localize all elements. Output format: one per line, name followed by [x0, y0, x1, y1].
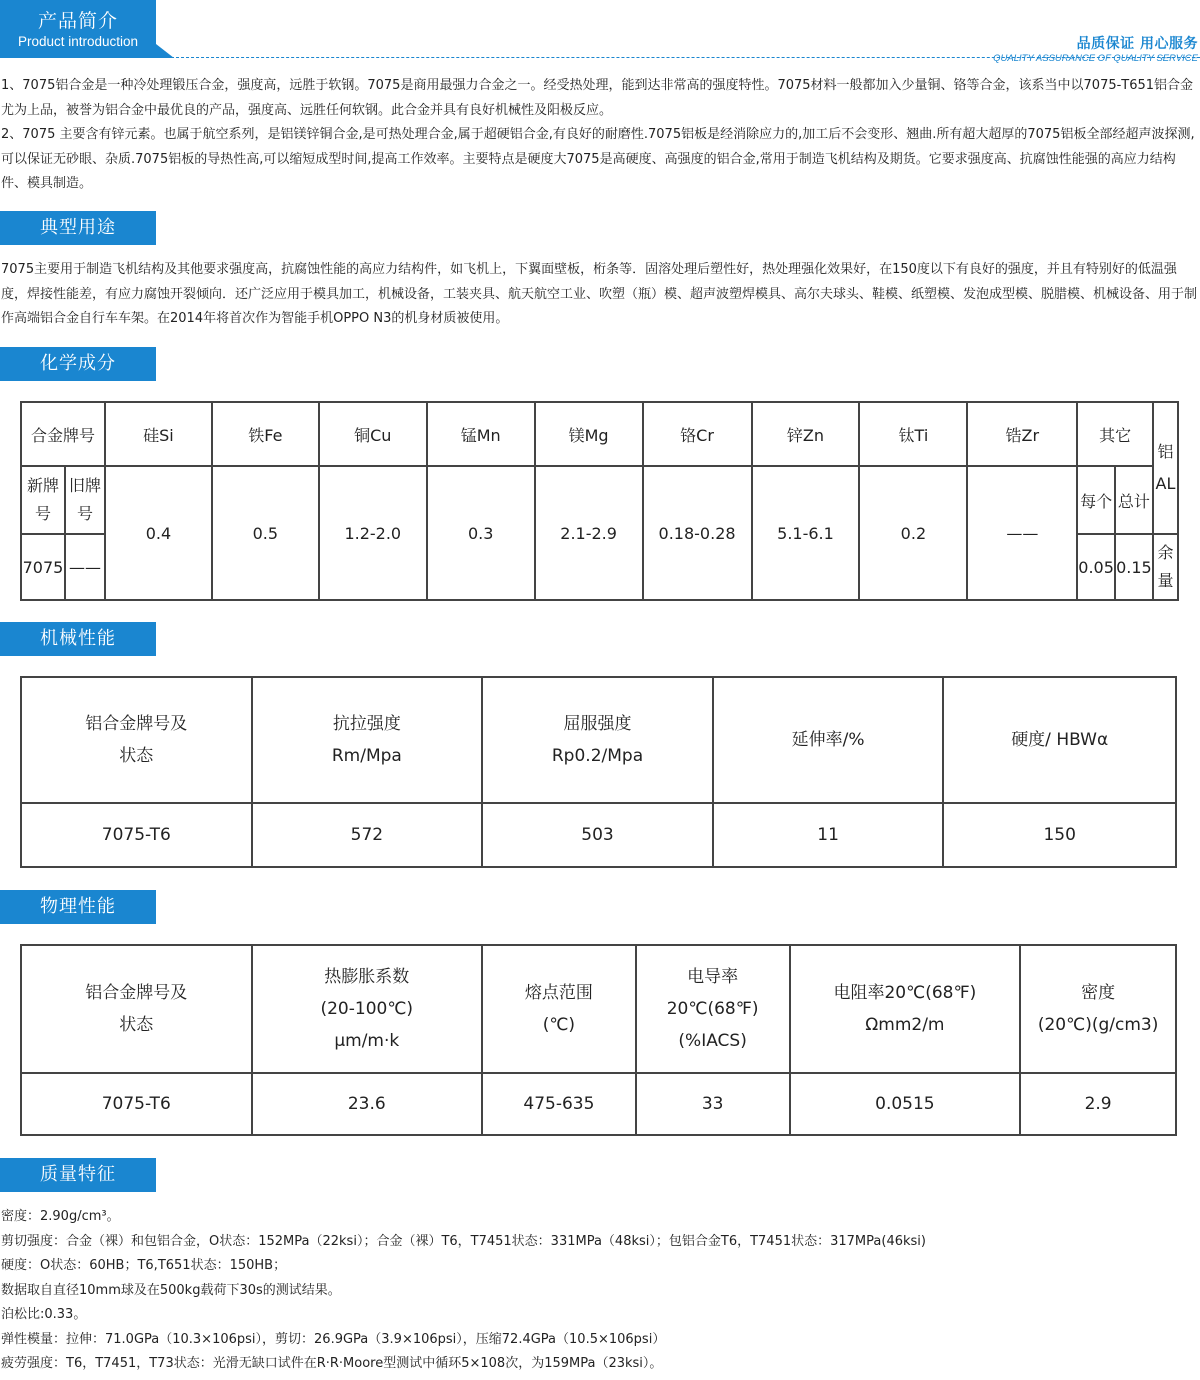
element-header: 铜Cu [319, 402, 427, 466]
element-value: 2.1-2.9 [535, 466, 643, 600]
phys-header-melting-line2: (℃) [542, 1015, 576, 1035]
phys-header-density-line1: 密度 [1081, 983, 1116, 1003]
total-header: 总计 [1115, 466, 1153, 534]
mech-header-elongation: 延伸率/% [713, 677, 944, 803]
phys-header-conductivity-line1: 电导率 [687, 967, 739, 987]
old-grade-header: 旧牌号 [65, 466, 105, 534]
phys-cell: 2.9 [1020, 1073, 1176, 1135]
quality-list [0, 1205, 1200, 1377]
aluminum-balance [1153, 534, 1178, 600]
aluminum-balance-1: 余 [1157, 543, 1174, 562]
list-item: 剪切强度：合金（裸）和包铝合金，O状态：152MPa（22ksi）；合金（裸）T6，T7451状态：331MPa（48ksi）；包铝合金T6，T7451状态：317MPa(46ksi) [1, 1233, 926, 1249]
intro-section [0, 74, 1200, 197]
element-value: —— [967, 466, 1077, 600]
page-header [0, 0, 1200, 62]
each-value: 0.05 [1077, 534, 1115, 600]
aluminum-balance-2: 量 [1157, 571, 1174, 590]
phys-header-resistivity-line1: 电阻率20℃(68℉) [833, 983, 977, 1003]
intro-paragraph-1: 1、7075铝合金是一种冷处理锻压合金，强度高，远胜于软钢。7075是商用最强力合金之一。经受热处理，能到达非常高的强度特性。7075材料一般都加入少量铜、铬等合金，该系当中以7075-T651铝合金尤为上品，被誉为铝合金中最优良的产品，强度高、远胜任何软钢。此合金并具有良好机械性及阳极反应。 [1, 78, 1194, 118]
mech-cell: 11 [713, 803, 944, 867]
element-header: 镁Mg [535, 402, 643, 466]
phys-cell: 33 [636, 1073, 790, 1135]
element-header: 铬Cr [643, 402, 752, 466]
table-row [21, 1073, 1176, 1135]
element-value: 0.18-0.28 [643, 466, 752, 600]
mech-header-tensile-line2: Rm/Mpa [331, 746, 402, 766]
element-header: 硅Si [105, 402, 212, 466]
tab-arrow-decoration [156, 44, 174, 58]
aluminum-header-zh: 铝 [1157, 442, 1174, 461]
phys-header-grade [21, 945, 252, 1073]
element-header: 锆Zr [967, 402, 1077, 466]
old-grade-value: —— [65, 534, 105, 600]
slogan-en: QUALITY ASSURANCE OF QUALITY SERVICE [993, 53, 1198, 64]
phys-header-expansion-line3: μm/m·k [334, 1031, 400, 1051]
element-value: 1.2-2.0 [319, 466, 427, 600]
chemistry-table [20, 401, 1179, 601]
phys-header-resistivity-line2: Ωmm2/m [865, 1015, 945, 1035]
intro-tab-subtitle: Product introduction [17, 34, 139, 49]
slogan [993, 33, 1198, 65]
list-item: 疲劳强度：T6，T7451，T73状态：光滑无缺口试件在R·R·Moore型测试中循环5×108次，为159MPa（23ksi）。 [1, 1356, 663, 1371]
element-value: 0.3 [427, 466, 535, 600]
mech-header-grade-line1: 铝合金牌号及 [85, 714, 188, 734]
phys-cell: 7075-T6 [21, 1073, 252, 1135]
mech-header-hardness: 硬度/ HBWα [943, 677, 1176, 803]
aluminum-header [1153, 402, 1178, 534]
element-value: 0.2 [859, 466, 967, 600]
mech-header-grade [21, 677, 252, 803]
intro-tab-title: 产品简介 [37, 10, 118, 32]
mechanical-table [20, 676, 1177, 868]
list-item: 密度：2.90g/cm³。 [1, 1209, 120, 1224]
each-header: 每个 [1077, 466, 1115, 534]
list-item: 硬度：O状态：60HB；T6,T651状态：150HB； [1, 1258, 287, 1273]
element-header: 铁Fe [212, 402, 319, 466]
alloy-grade-header: 合金牌号 [21, 402, 105, 466]
phys-header-density [1020, 945, 1176, 1073]
usage-text: 7075主要用于制造飞机结构及其他要求强度高，抗腐蚀性能的高应力结构件，如飞机上，下翼面壁板，桁条等．固溶处理后塑性好，热处理强化效果好，在150度以下有良好的强度，并且有特别好的低温强度，焊接性能差，有应力腐蚀开裂倾向．还广泛应用于模具加工，机械设备，工装夹具、航天航空工业、吹塑（瓶）模、超声波塑焊模具、高尔夫球头、鞋模、纸塑模、发泡成型模、脱腊模、机械设备、用于制作高端铝合金自行车车架。在2014年将首次作为智能手机OPPO N3的机身材质被使用。 [1, 262, 1198, 326]
phys-header-melting-line1: 熔点范围 [524, 983, 593, 1003]
new-grade-header: 新牌号 [21, 466, 65, 534]
element-header: 钛Ti [859, 402, 967, 466]
grade-value: 7075 [21, 534, 65, 600]
other-header: 其它 [1077, 402, 1153, 466]
mech-header-yield [482, 677, 713, 803]
mech-header-tensile [252, 677, 483, 803]
usage-title: 典型用途 [0, 211, 156, 245]
mechanical-title: 机械性能 [0, 622, 156, 656]
table-row [21, 803, 1176, 867]
list-item: 数据取自直径10mm球及在500kg载荷下30s的测试结果。 [1, 1282, 341, 1298]
phys-header-expansion-line2: (20-100℃) [320, 999, 414, 1019]
phys-cell: 0.0515 [790, 1073, 1021, 1135]
physical-title: 物理性能 [0, 890, 156, 924]
mech-header-grade-line2: 状态 [119, 746, 154, 766]
total-value: 0.15 [1115, 534, 1153, 600]
mech-cell: 150 [943, 803, 1176, 867]
chemistry-title: 化学成分 [0, 347, 156, 381]
phys-cell: 475-635 [482, 1073, 636, 1135]
slogan-zh: 品质保证 用心服务 [1076, 36, 1198, 52]
element-value: 0.5 [212, 466, 319, 600]
mech-header-yield-line2: Rp0.2/Mpa [551, 746, 644, 766]
phys-header-resistivity [790, 945, 1021, 1073]
phys-header-conductivity-line3: (%IACS) [678, 1031, 747, 1051]
intro-paragraph-2: 2、7075 主要含有锌元素。也属于航空系列，是铝镁锌铜合金,是可热处理合金,属于超硬铝合金,有良好的耐磨性.7075铝板是经消除应力的,加工后不会变形、翘曲.所有超大超厚的7075铝板全部经超声波探测,可以保证无砂眼、杂质.7075铝板的导热性高,可以缩短成型时间,提高工作效率。主要特点是硬度大7075是高硬度、高强度的铝合金,常用于制造飞机结构及期货。它要求强度高、抗腐蚀性能强的高应力结构件、模具制造。 [1, 127, 1195, 191]
phys-header-expansion [252, 945, 483, 1073]
phys-header-expansion-line1: 热膨胀系数 [324, 967, 410, 987]
phys-header-density-line2: (20℃)(g/cm3) [1037, 1015, 1159, 1035]
mech-header-tensile-line1: 抗拉强度 [332, 714, 401, 734]
element-header: 锰Mn [427, 402, 535, 466]
aluminum-header-en: AL [1155, 474, 1176, 493]
phys-cell: 23.6 [252, 1073, 483, 1135]
physical-table [20, 944, 1177, 1136]
list-item: 弹性模量：拉伸：71.0GPa（10.3×106psi），剪切：26.9GPa（3.9×106psi），压缩72.4GPa（10.5×106psi） [1, 1331, 666, 1347]
intro-tab [0, 0, 156, 58]
phys-header-conductivity-line2: 20℃(68℉) [666, 999, 759, 1019]
mech-cell: 7075-T6 [21, 803, 252, 867]
element-header: 锌Zn [752, 402, 860, 466]
phys-header-grade-line2: 状态 [119, 1015, 154, 1035]
mech-cell: 503 [482, 803, 713, 867]
phys-header-melting [482, 945, 636, 1073]
list-item: 泊松比:0.33。 [1, 1307, 87, 1322]
mech-cell: 572 [252, 803, 483, 867]
phys-header-conductivity [636, 945, 790, 1073]
element-value: 5.1-6.1 [752, 466, 860, 600]
mech-header-yield-line1: 屈服强度 [563, 714, 632, 734]
quality-title: 质量特征 [0, 1158, 156, 1192]
phys-header-grade-line1: 铝合金牌号及 [85, 983, 188, 1003]
element-value: 0.4 [105, 466, 212, 600]
